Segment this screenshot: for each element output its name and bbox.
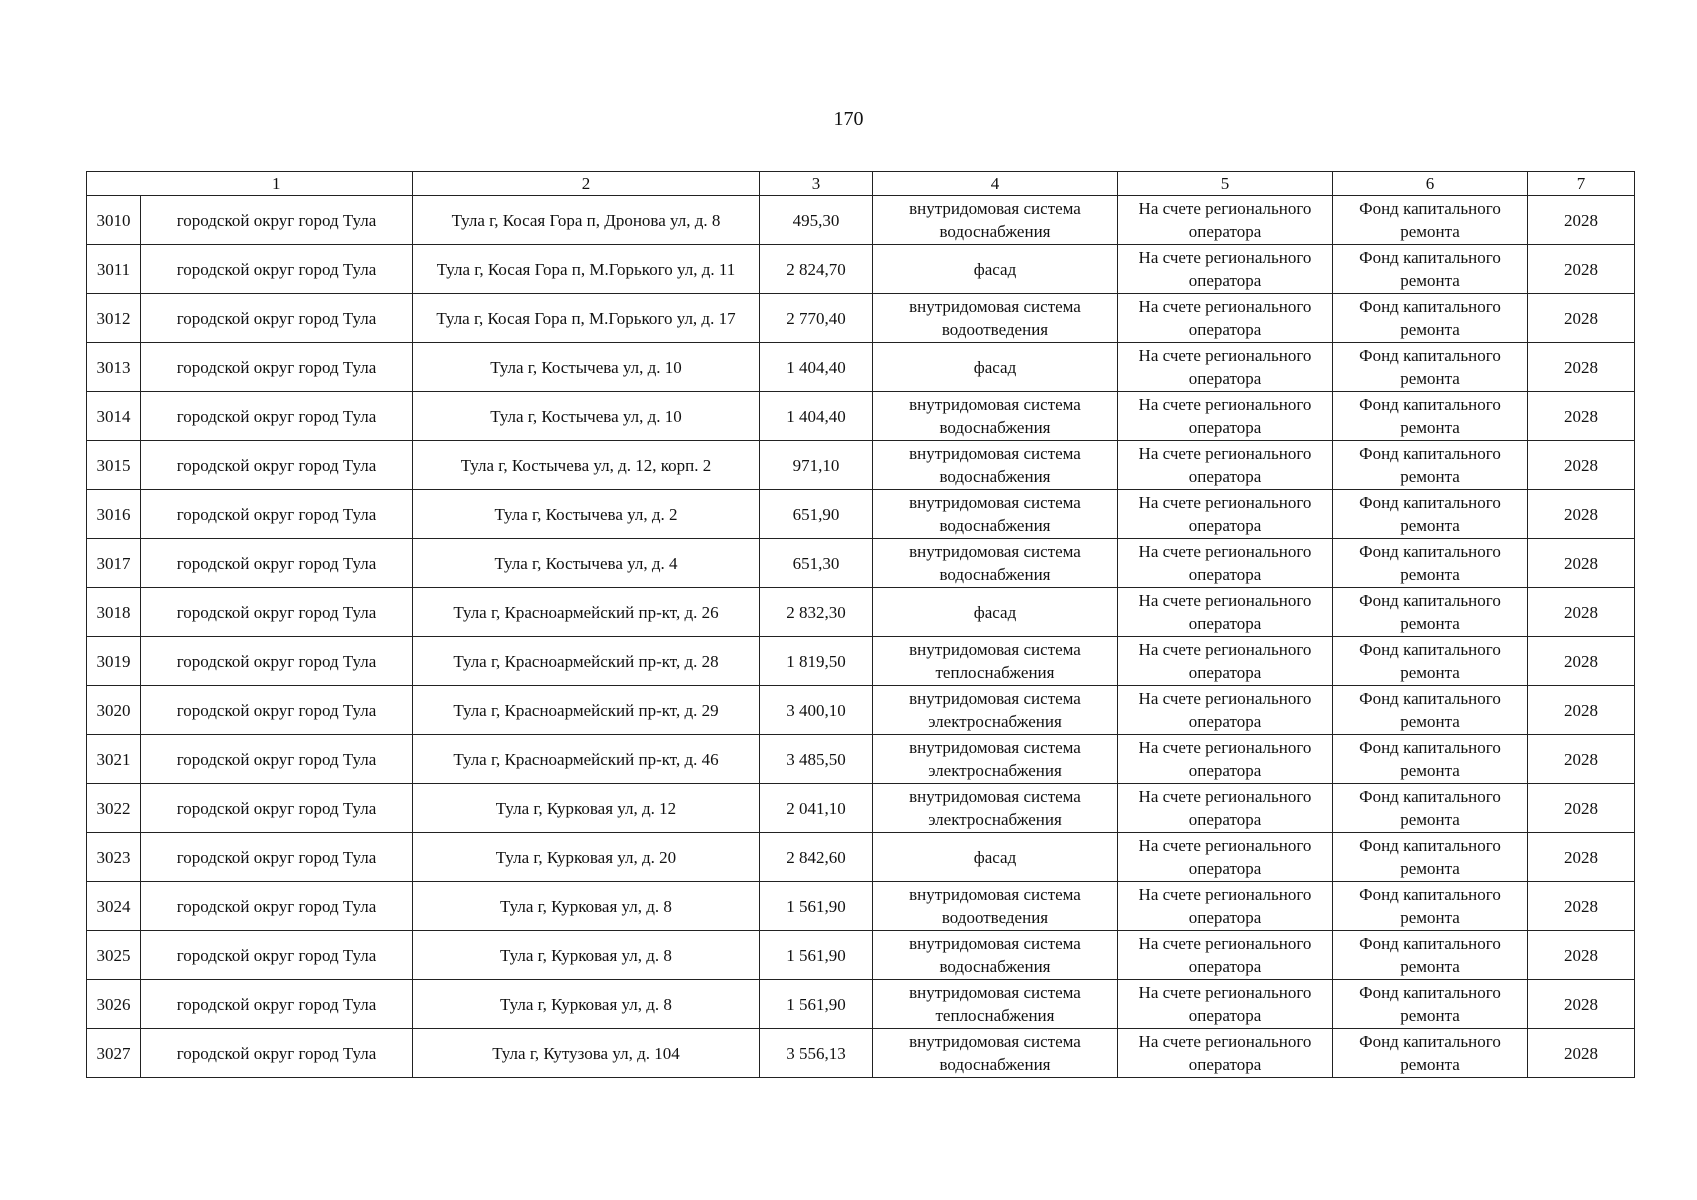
capital-repair-table: [86, 171, 1635, 1078]
planned-year-cell: 2028: [1528, 196, 1635, 245]
address-cell: Тула г, Красноармейский пр-кт, д. 28: [413, 637, 760, 686]
address-cell: Тула г, Костычева ул, д. 10: [413, 343, 760, 392]
fund-account-cell: На счете регионального оператора: [1118, 784, 1333, 833]
municipality-cell: городской округ город Тула: [141, 196, 413, 245]
municipality-cell: городской округ город Тула: [141, 833, 413, 882]
funding-source-cell: Фонд капитального ремонта: [1333, 588, 1528, 637]
planned-year-cell: 2028: [1528, 294, 1635, 343]
planned-year-cell: 2028: [1528, 882, 1635, 931]
address-cell: Тула г, Костычева ул, д. 10: [413, 392, 760, 441]
funding-source-cell: Фонд капитального ремонта: [1333, 343, 1528, 392]
area-cell: 3 556,13: [760, 1029, 873, 1078]
row-number-cell: 3012: [87, 294, 141, 343]
funding-source-cell: Фонд капитального ремонта: [1333, 784, 1528, 833]
fund-account-cell: На счете регионального оператора: [1118, 931, 1333, 980]
row-number-cell: 3016: [87, 490, 141, 539]
row-number-cell: 3013: [87, 343, 141, 392]
structural-element-cell: внутридомовая система водоснабжения: [873, 539, 1118, 588]
fund-account-cell: На счете регионального оператора: [1118, 245, 1333, 294]
table-row: [87, 931, 1635, 980]
planned-year-cell: 2028: [1528, 784, 1635, 833]
address-cell: Тула г, Курковая ул, д. 8: [413, 980, 760, 1029]
area-cell: 2 041,10: [760, 784, 873, 833]
row-number-cell: 3020: [87, 686, 141, 735]
funding-source-cell: Фонд капитального ремонта: [1333, 196, 1528, 245]
funding-source-cell: Фонд капитального ремонта: [1333, 294, 1528, 343]
planned-year-cell: 2028: [1528, 735, 1635, 784]
planned-year-cell: 2028: [1528, 637, 1635, 686]
planned-year-cell: 2028: [1528, 588, 1635, 637]
funding-source-cell: Фонд капитального ремонта: [1333, 882, 1528, 931]
row-number-cell: 3026: [87, 980, 141, 1029]
municipality-cell: городской округ город Тула: [141, 980, 413, 1029]
fund-account-cell: На счете регионального оператора: [1118, 392, 1333, 441]
municipality-cell: городской округ город Тула: [141, 735, 413, 784]
structural-element-cell: фасад: [873, 588, 1118, 637]
structural-element-cell: внутридомовая система теплоснабжения: [873, 637, 1118, 686]
area-cell: 2 832,30: [760, 588, 873, 637]
municipality-cell: городской округ город Тула: [141, 882, 413, 931]
table-row: [87, 441, 1635, 490]
page-number: 170: [833, 108, 864, 130]
address-cell: Тула г, Косая Гора п, М.Горького ул, д. 17: [413, 294, 760, 343]
municipality-cell: городской округ город Тула: [141, 392, 413, 441]
structural-element-cell: внутридомовая система водоотведения: [873, 294, 1118, 343]
address-cell: Тула г, Косая Гора п, Дронова ул, д. 8: [413, 196, 760, 245]
fund-account-cell: На счете регионального оператора: [1118, 686, 1333, 735]
row-number-cell: 3027: [87, 1029, 141, 1078]
funding-source-cell: Фонд капитального ремонта: [1333, 931, 1528, 980]
municipality-cell: городской округ город Тула: [141, 686, 413, 735]
row-number-cell: 3025: [87, 931, 141, 980]
table-row: [87, 637, 1635, 686]
structural-element-cell: внутридомовая система электроснабжения: [873, 735, 1118, 784]
area-cell: 651,30: [760, 539, 873, 588]
row-number-cell: 3024: [87, 882, 141, 931]
area-cell: 971,10: [760, 441, 873, 490]
fund-account-cell: На счете регионального оператора: [1118, 882, 1333, 931]
planned-year-cell: 2028: [1528, 392, 1635, 441]
address-cell: Тула г, Красноармейский пр-кт, д. 26: [413, 588, 760, 637]
table-row: [87, 735, 1635, 784]
address-cell: Тула г, Курковая ул, д. 20: [413, 833, 760, 882]
header-row: [87, 172, 1635, 196]
funding-source-cell: Фонд капитального ремонта: [1333, 490, 1528, 539]
header-cell-3: 3: [760, 172, 873, 196]
fund-account-cell: На счете регионального оператора: [1118, 735, 1333, 784]
municipality-cell: городской округ город Тула: [141, 931, 413, 980]
planned-year-cell: 2028: [1528, 490, 1635, 539]
address-cell: Тула г, Курковая ул, д. 12: [413, 784, 760, 833]
area-cell: 1 561,90: [760, 931, 873, 980]
header-cell-6: 6: [1333, 172, 1528, 196]
planned-year-cell: 2028: [1528, 1029, 1635, 1078]
table-row: [87, 882, 1635, 931]
fund-account-cell: На счете регионального оператора: [1118, 441, 1333, 490]
fund-account-cell: На счете регионального оператора: [1118, 1029, 1333, 1078]
planned-year-cell: 2028: [1528, 686, 1635, 735]
table-row: [87, 1029, 1635, 1078]
row-number-cell: 3018: [87, 588, 141, 637]
table-row: [87, 392, 1635, 441]
table-header: [87, 172, 1635, 196]
row-number-cell: 3010: [87, 196, 141, 245]
table-row: [87, 196, 1635, 245]
area-cell: 1 819,50: [760, 637, 873, 686]
area-cell: 2 824,70: [760, 245, 873, 294]
address-cell: Тула г, Курковая ул, д. 8: [413, 931, 760, 980]
row-number-cell: 3014: [87, 392, 141, 441]
header-cell-num: [87, 172, 141, 196]
fund-account-cell: На счете регионального оператора: [1118, 980, 1333, 1029]
table-row: [87, 588, 1635, 637]
municipality-cell: городской округ город Тула: [141, 588, 413, 637]
header-cell-2: 2: [413, 172, 760, 196]
structural-element-cell: внутридомовая система водоснабжения: [873, 1029, 1118, 1078]
area-cell: 1 404,40: [760, 392, 873, 441]
address-cell: Тула г, Красноармейский пр-кт, д. 46: [413, 735, 760, 784]
row-number-cell: 3017: [87, 539, 141, 588]
area-cell: 495,30: [760, 196, 873, 245]
fund-account-cell: На счете регионального оператора: [1118, 539, 1333, 588]
structural-element-cell: внутридомовая система электроснабжения: [873, 686, 1118, 735]
fund-account-cell: На счете регионального оператора: [1118, 490, 1333, 539]
municipality-cell: городской округ город Тула: [141, 637, 413, 686]
municipality-cell: городской округ город Тула: [141, 441, 413, 490]
planned-year-cell: 2028: [1528, 931, 1635, 980]
row-number-cell: 3021: [87, 735, 141, 784]
structural-element-cell: внутридомовая система теплоснабжения: [873, 980, 1118, 1029]
row-number-cell: 3019: [87, 637, 141, 686]
address-cell: Тула г, Красноармейский пр-кт, д. 29: [413, 686, 760, 735]
table-row: [87, 245, 1635, 294]
fund-account-cell: На счете регионального оператора: [1118, 196, 1333, 245]
area-cell: 1 561,90: [760, 980, 873, 1029]
table-row: [87, 539, 1635, 588]
structural-element-cell: фасад: [873, 833, 1118, 882]
row-number-cell: 3011: [87, 245, 141, 294]
row-number-cell: 3015: [87, 441, 141, 490]
funding-source-cell: Фонд капитального ремонта: [1333, 441, 1528, 490]
area-cell: 1 561,90: [760, 882, 873, 931]
fund-account-cell: На счете регионального оператора: [1118, 833, 1333, 882]
planned-year-cell: 2028: [1528, 441, 1635, 490]
header-cell-4: 4: [873, 172, 1118, 196]
table-row: [87, 833, 1635, 882]
table-row: [87, 980, 1635, 1029]
funding-source-cell: Фонд капитального ремонта: [1333, 686, 1528, 735]
table-body: [87, 196, 1635, 1078]
area-cell: 3 400,10: [760, 686, 873, 735]
area-cell: 2 770,40: [760, 294, 873, 343]
table-row: [87, 784, 1635, 833]
planned-year-cell: 2028: [1528, 833, 1635, 882]
header-cell-5: 5: [1118, 172, 1333, 196]
table-row: [87, 294, 1635, 343]
structural-element-cell: фасад: [873, 343, 1118, 392]
area-cell: 1 404,40: [760, 343, 873, 392]
structural-element-cell: внутридомовая система водоснабжения: [873, 931, 1118, 980]
fund-account-cell: На счете регионального оператора: [1118, 588, 1333, 637]
planned-year-cell: 2028: [1528, 245, 1635, 294]
funding-source-cell: Фонд капитального ремонта: [1333, 392, 1528, 441]
fund-account-cell: На счете регионального оператора: [1118, 637, 1333, 686]
area-cell: 3 485,50: [760, 735, 873, 784]
structural-element-cell: внутридомовая система электроснабжения: [873, 784, 1118, 833]
address-cell: Тула г, Кутузова ул, д. 104: [413, 1029, 760, 1078]
address-cell: Тула г, Курковая ул, д. 8: [413, 882, 760, 931]
address-cell: Тула г, Косая Гора п, М.Горького ул, д. 11: [413, 245, 760, 294]
municipality-cell: городской округ город Тула: [141, 1029, 413, 1078]
area-cell: 2 842,60: [760, 833, 873, 882]
row-number-cell: 3022: [87, 784, 141, 833]
header-cell-1: 1: [141, 172, 413, 196]
funding-source-cell: Фонд капитального ремонта: [1333, 833, 1528, 882]
planned-year-cell: 2028: [1528, 343, 1635, 392]
municipality-cell: городской округ город Тула: [141, 294, 413, 343]
fund-account-cell: На счете регионального оператора: [1118, 343, 1333, 392]
fund-account-cell: На счете регионального оператора: [1118, 294, 1333, 343]
municipality-cell: городской округ город Тула: [141, 490, 413, 539]
planned-year-cell: 2028: [1528, 980, 1635, 1029]
structural-element-cell: внутридомовая система водоотведения: [873, 882, 1118, 931]
funding-source-cell: Фонд капитального ремонта: [1333, 539, 1528, 588]
address-cell: Тула г, Костычева ул, д. 2: [413, 490, 760, 539]
funding-source-cell: Фонд капитального ремонта: [1333, 980, 1528, 1029]
structural-element-cell: внутридомовая система водоснабжения: [873, 441, 1118, 490]
funding-source-cell: Фонд капитального ремонта: [1333, 245, 1528, 294]
funding-source-cell: Фонд капитального ремонта: [1333, 735, 1528, 784]
area-cell: 651,90: [760, 490, 873, 539]
address-cell: Тула г, Костычева ул, д. 4: [413, 539, 760, 588]
table-row: [87, 343, 1635, 392]
header-cell-7: 7: [1528, 172, 1635, 196]
structural-element-cell: внутридомовая система водоснабжения: [873, 196, 1118, 245]
municipality-cell: городской округ город Тула: [141, 784, 413, 833]
municipality-cell: городской округ город Тула: [141, 245, 413, 294]
funding-source-cell: Фонд капитального ремонта: [1333, 1029, 1528, 1078]
structural-element-cell: внутридомовая система водоснабжения: [873, 392, 1118, 441]
structural-element-cell: фасад: [873, 245, 1118, 294]
table-row: [87, 490, 1635, 539]
municipality-cell: городской округ город Тула: [141, 539, 413, 588]
row-number-cell: 3023: [87, 833, 141, 882]
planned-year-cell: 2028: [1528, 539, 1635, 588]
funding-source-cell: Фонд капитального ремонта: [1333, 637, 1528, 686]
structural-element-cell: внутридомовая система водоснабжения: [873, 490, 1118, 539]
table-row: [87, 686, 1635, 735]
municipality-cell: городской округ город Тула: [141, 343, 413, 392]
address-cell: Тула г, Костычева ул, д. 12, корп. 2: [413, 441, 760, 490]
